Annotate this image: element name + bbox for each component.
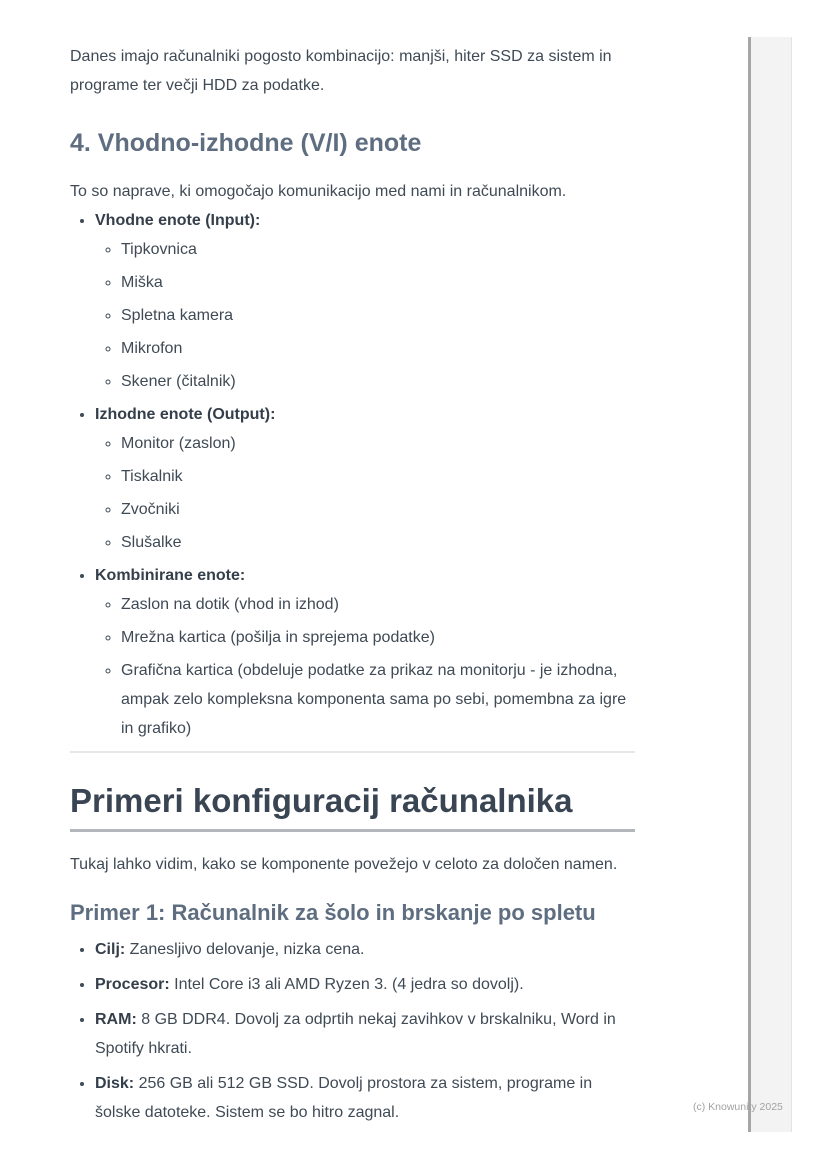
spec-label: RAM: [95, 1011, 137, 1028]
spec-label: Cilj: [95, 941, 126, 958]
list-item: ◦ Zvočniki [121, 495, 635, 524]
spec-item-ram [95, 1005, 635, 1063]
list-item: ◦ Monitor (zaslon) [121, 429, 635, 458]
spec-label: Procesor: [95, 976, 170, 993]
output-devices-sublist [95, 429, 635, 557]
list-item: ◦ Skener (čitalnik) [121, 367, 635, 396]
list-item: ◦ Slušalke [121, 528, 635, 557]
list-item: ◦ Grafična kartica (obdeluje podatke za prikaz na monitorju - je izhodna, ampak zelo kompleksna komponenta sama po sebi, pomembna za igre in grafiko) [121, 656, 635, 743]
section-description: To so naprave, ki omogočajo komunikacijo med nami in računalnikom. [70, 183, 567, 200]
list-group-label: Kombinirane enote: [95, 567, 246, 584]
list-group-label: Vhodne enote (Input): [95, 212, 261, 229]
spec-item-disk [95, 1069, 635, 1127]
list-item: ◦ Tipkovnica [121, 235, 635, 264]
list-group-label: Izhodne enote (Output): [95, 406, 276, 423]
section-divider [70, 751, 635, 753]
list-item-group-input [95, 206, 635, 396]
list-item-group-combined [95, 561, 635, 743]
intro-paragraph: Danes imajo računalniki pogosto kombinacijo: manjši, hiter SSD za sistem in programe ter večji HDD za podatke. [70, 48, 612, 94]
examples-description: Tukaj lahko vidim, kako se komponente povežejo v celoto za določen namen. [70, 856, 618, 873]
example1-heading: Primer 1: Računalnik za šolo in brskanje po spletu [70, 900, 596, 925]
section-heading-io-units: 4. Vhodno-izhodne (V/I) enote [70, 129, 422, 157]
spec-item-cpu [95, 970, 635, 999]
list-item: ◦ Zaslon na dotik (vhod in izhod) [121, 590, 635, 619]
spec-item-goal [95, 935, 635, 964]
io-units-list [70, 206, 635, 743]
spec-text: 8 GB DDR4. Dovolj za odprtih nekaj zavihkov v brskalniku, Word in Spotify hkrati. [95, 1011, 616, 1057]
list-item: ◦ Miška [121, 268, 635, 297]
list-item: ◦ Mrežna kartica (pošilja in sprejema podatke) [121, 623, 635, 652]
input-devices-sublist [95, 235, 635, 396]
example1-spec-list [70, 935, 635, 1127]
list-item: ◦ Mikrofon [121, 334, 635, 363]
list-item-group-output [95, 400, 635, 557]
document-content [70, 0, 635, 1133]
page-heading-configurations: Primeri konfiguracij računalnika [70, 781, 635, 832]
combined-devices-sublist [95, 590, 635, 743]
spec-text: Zanesljivo delovanje, nizka cena. [129, 941, 365, 958]
list-item: ◦ Tiskalnik [121, 462, 635, 491]
scrollbar-track[interactable] [748, 37, 792, 1132]
list-item: ◦ Spletna kamera [121, 301, 635, 330]
spec-text: 256 GB ali 512 GB SSD. Dovolj prostora za sistem, programe in šolske datoteke. Sistem se bo hitro zagnal. [95, 1075, 593, 1121]
spec-label: Disk: [95, 1075, 135, 1092]
watermark-text: (c) Knowunity 2025 [693, 1101, 783, 1113]
spec-text: Intel Core i3 ali AMD Ryzen 3. (4 jedra so dovolj). [174, 976, 524, 993]
